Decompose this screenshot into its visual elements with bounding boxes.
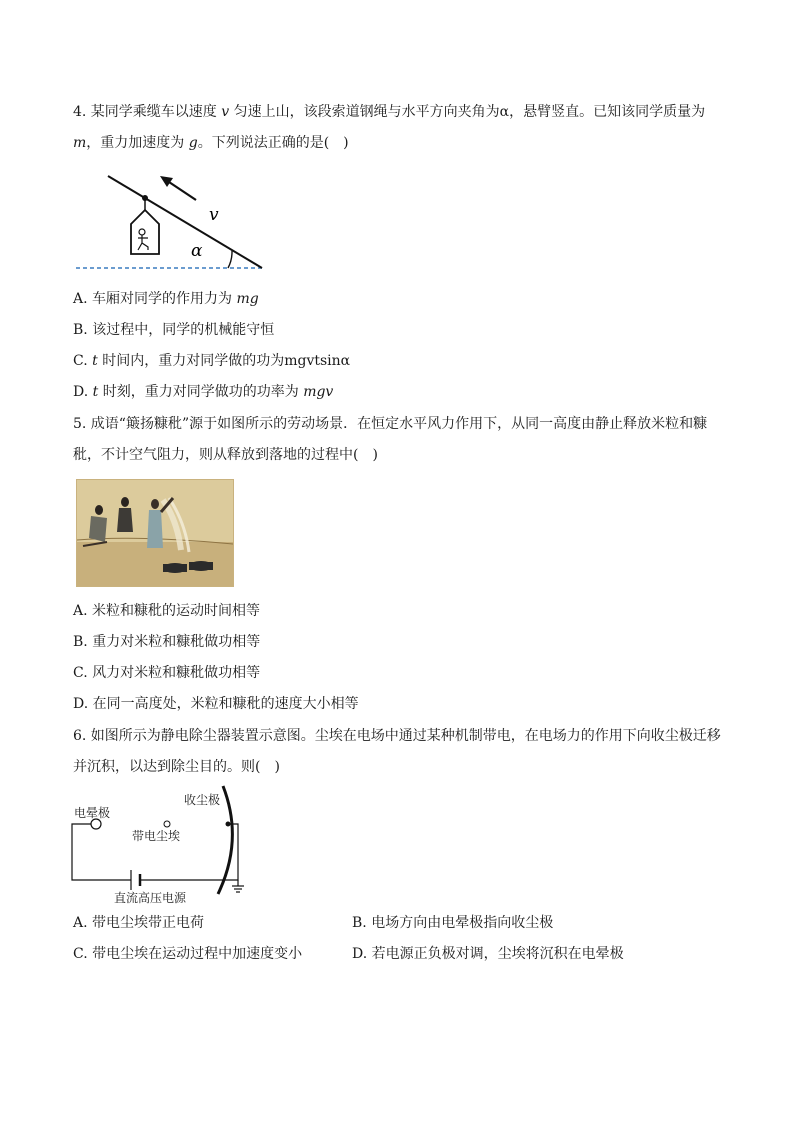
- dust-label: 带电尘埃: [132, 829, 181, 843]
- q6-option-c: C. 带电尘埃在运动过程中加速度变小: [73, 946, 303, 962]
- velocity-arrow-head: [160, 176, 173, 187]
- q4-text: 4. 某同学乘缆车以速度: [73, 104, 222, 120]
- q4-option-d: [73, 382, 333, 402]
- q6-option-b: B. 电场方向由电晕极指向收尘极: [352, 915, 554, 931]
- winnowing-painting: [76, 479, 234, 587]
- collector-plate: [218, 786, 232, 894]
- option-var: t: [92, 384, 99, 400]
- q4-stem-line-2: [73, 133, 349, 153]
- corona-electrode: [91, 819, 101, 829]
- option-text: D.: [73, 384, 93, 400]
- option-text: C.: [73, 353, 93, 369]
- velocity-arrow-shaft: [166, 180, 196, 200]
- winnowing-painting-art: [77, 480, 233, 586]
- q5-option-c: C. 风力对米粒和糠秕做功相等: [73, 665, 261, 681]
- q4-text: 匀速上山，该段索道钢绳与水平方向夹角为α，悬臂竖直。已知该同学质量为: [229, 104, 706, 120]
- q4-var-v: v: [221, 104, 230, 120]
- option-var: mgv: [303, 384, 334, 400]
- option-var: mg: [236, 291, 259, 307]
- dust-particle: [164, 821, 170, 827]
- power-source-label: 直流高压电源: [114, 891, 187, 905]
- q4-option-a: [73, 289, 259, 309]
- option-text: A. 车厢对同学的作用力为: [73, 291, 237, 307]
- q4-option-b: B. 该过程中，同学的机械能守恒: [73, 322, 275, 338]
- corona-label: 电晕极: [74, 806, 111, 820]
- q5-option-b: B. 重力对米粒和糠秕做功相等: [73, 634, 261, 650]
- q5-option-d: D. 在同一高度处，米粒和糠秕的速度大小相等: [73, 696, 359, 712]
- q4-text: ，重力加速度为: [86, 135, 189, 151]
- angle-arc: [228, 251, 232, 268]
- q4-text: 。下列说法正确的是( ): [197, 135, 349, 151]
- alpha-label: α: [191, 241, 203, 261]
- q4-cable-car-diagram: [70, 166, 270, 274]
- collector-label: 收尘极: [184, 793, 221, 807]
- q4-var-m: m: [73, 135, 87, 151]
- option-text: 时刻，重力对同学做功的功率为: [98, 384, 304, 400]
- v-label: v: [209, 205, 219, 225]
- q5-stem-line-2: 秕，不计空气阻力，则从释放到落地的过程中( ): [73, 447, 378, 463]
- q6-option-a: A. 带电尘埃带正电荷: [73, 915, 205, 931]
- option-text: 时间内，重力对同学做的功为mgvtsinα: [97, 353, 351, 369]
- q6-precipitator-diagram: [68, 784, 258, 908]
- q6-option-d: D. 若电源正负极对调，尘埃将沉积在电晕极: [352, 946, 624, 962]
- q6-stem-line-2: 并沉积，以达到除尘目的。则( ): [73, 759, 280, 775]
- q6-stem-line-1: 6. 如图所示为静电除尘器装置示意图。尘埃在电场中通过某种机制带电，在电场力的作用下向收尘极迁移: [73, 728, 721, 744]
- q4-option-c: [73, 351, 350, 371]
- option-var: t: [92, 353, 98, 369]
- q4-var-g: g: [188, 135, 198, 151]
- q5-stem-line-1: 5. 成语“簸扬糠秕”源于如图所示的劳动场景．在恒定水平风力作用下，从同一高度由静止释放米粒和糠: [73, 416, 708, 432]
- collector-contact: [226, 822, 231, 827]
- q4-stem-line-1: [73, 102, 705, 122]
- q5-option-a: A. 米粒和糠秕的运动时间相等: [73, 603, 261, 619]
- circuit-wire-left: [72, 824, 131, 880]
